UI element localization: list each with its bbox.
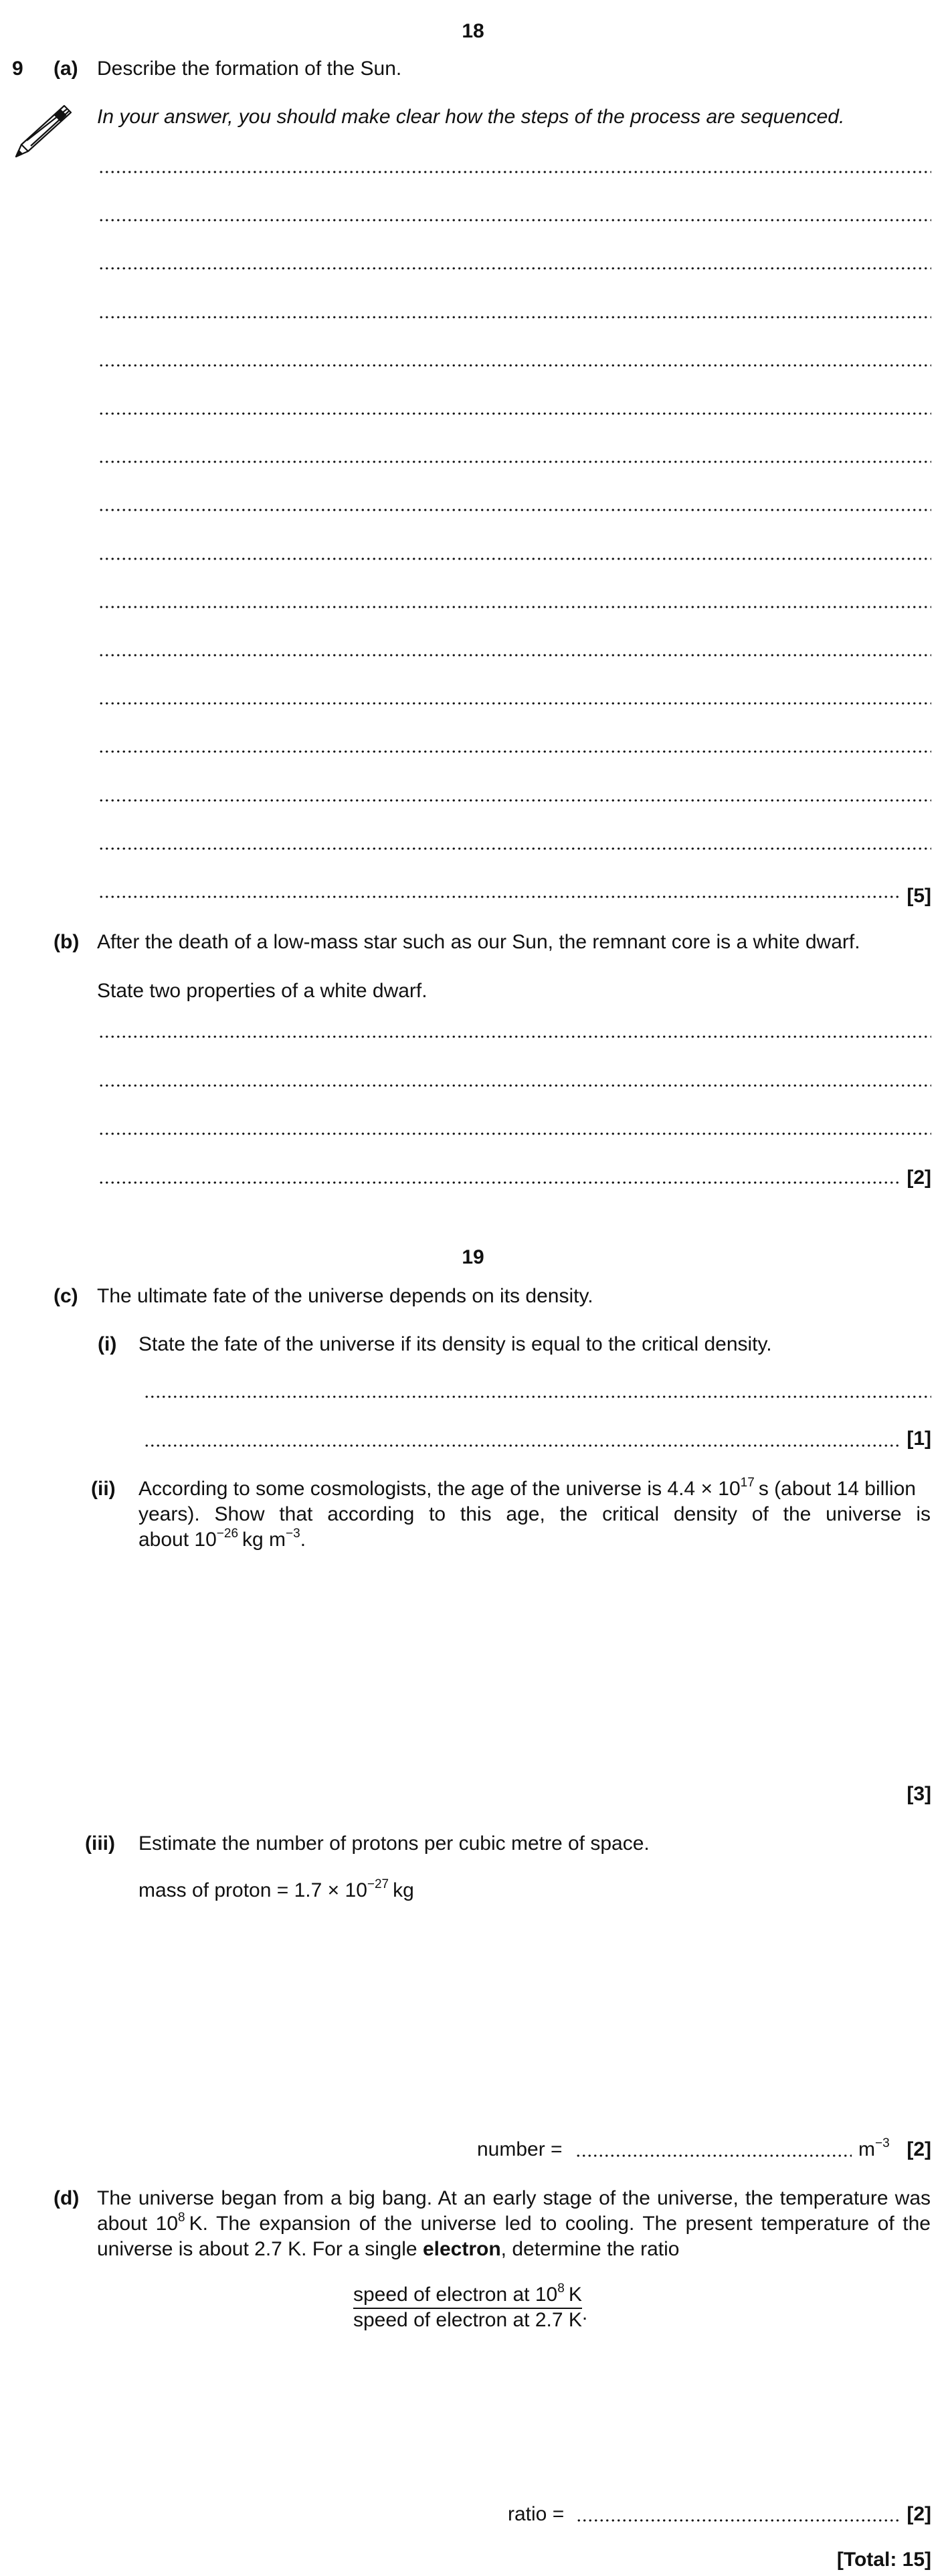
answer-line[interactable]	[98, 364, 931, 367]
part-b-label: (b)	[54, 931, 80, 953]
part-c-ii-working-area[interactable]	[138, 1559, 931, 1774]
part-c-label: (c)	[54, 1285, 78, 1307]
part-d-marks: [2]	[907, 2503, 931, 2525]
part-c-i-label: (i)	[98, 1333, 117, 1355]
answer-line[interactable]	[98, 316, 931, 319]
page-number-2: 19	[462, 1246, 484, 1268]
part-b-task: State two properties of a white dwarf.	[97, 980, 428, 1002]
speed-ratio-fraction: speed of electron at $10^8$ K speed of electron at 2.7 K .	[353, 2282, 588, 2331]
ratio-answer-field[interactable]	[576, 2519, 902, 2522]
part-a-prompt: Describe the formation of the Sun.	[97, 58, 402, 80]
answer-line[interactable]	[98, 509, 931, 511]
part-a-marks: [5]	[907, 885, 931, 907]
answer-line[interactable]	[98, 1132, 931, 1135]
part-c-prompt: The ultimate fate of the universe depends on its density.	[97, 1285, 593, 1307]
answer-line[interactable]	[98, 171, 931, 173]
question-total: [Total: 15]	[836, 2549, 931, 2571]
answer-line[interactable]	[98, 895, 902, 898]
answer-line[interactable]	[98, 799, 931, 802]
answer-line[interactable]	[98, 1181, 902, 1184]
page-number: 18	[462, 20, 484, 42]
part-c-ii-text: According to some cosmologists, the age of the universe is $4.4 \times 10^{17}$ s (about 14 billion years). Show that according to this age, the critical density of the universe is about $10^{-26}$ kg $m^{-3}$.	[138, 1476, 931, 1551]
part-d-text: The universe began from a big bang. At an early stage of the universe, the temperature was about $10^8$ K. The expansion of the universe led to cooling. The present temperature of the universe is about 2.7 K. For a single electron, determine the ratio	[97, 2187, 931, 2260]
part-c-ii-label: (ii)	[91, 1478, 116, 1500]
answer-line[interactable]	[98, 606, 931, 608]
answer-line[interactable]	[98, 267, 931, 270]
part-c-iii-working-area[interactable]	[138, 1914, 931, 2115]
part-d-working-area[interactable]	[97, 2342, 931, 2490]
part-c-ii-marks: [3]	[907, 1783, 931, 1805]
answer-line[interactable]	[144, 1395, 931, 1398]
part-a-instruction: In your answer, you should make clear how the steps of the process are sequenced.	[97, 106, 845, 128]
answer-line[interactable]	[144, 1444, 902, 1447]
part-c-i-prompt: State the fate of the universe if its density is equal to the critical density.	[138, 1333, 772, 1355]
answer-line[interactable]	[98, 702, 931, 705]
pencil-icon	[11, 102, 75, 159]
part-b-prompt: After the death of a low-mass star such as our Sun, the remnant core is a white dwarf.	[97, 931, 860, 953]
number-answer-field[interactable]	[575, 2154, 852, 2157]
part-c-i-marks: [1]	[907, 1428, 931, 1450]
answer-line[interactable]	[98, 654, 931, 657]
answer-line[interactable]	[98, 750, 931, 753]
answer-line[interactable]	[98, 557, 931, 560]
answer-line[interactable]	[98, 847, 931, 850]
part-d-label: (d)	[54, 2187, 80, 2209]
part-b-marks: [2]	[907, 1167, 931, 1189]
part-c-iii-label: (iii)	[85, 1832, 115, 1855]
part-a-label: (a)	[54, 58, 78, 80]
answer-line[interactable]	[98, 412, 931, 415]
part-c-iii-marks: [2]	[907, 2138, 931, 2160]
part-c-iii-prompt: Estimate the number of protons per cubic metre of space.	[138, 1832, 650, 1855]
answer-line[interactable]	[98, 1035, 931, 1038]
answer-line[interactable]	[98, 219, 931, 222]
answer-line[interactable]	[98, 1084, 931, 1087]
number-answer-unit: $m^{-3}$	[858, 2136, 890, 2160]
number-answer-label: number =	[477, 2138, 563, 2160]
proton-mass-given: mass of proton = $1.7 \times 10^{-27}$ kg	[138, 1877, 414, 1901]
ratio-answer-label: ratio =	[508, 2503, 565, 2525]
answer-line[interactable]	[98, 460, 931, 463]
question-number: 9	[12, 58, 23, 80]
